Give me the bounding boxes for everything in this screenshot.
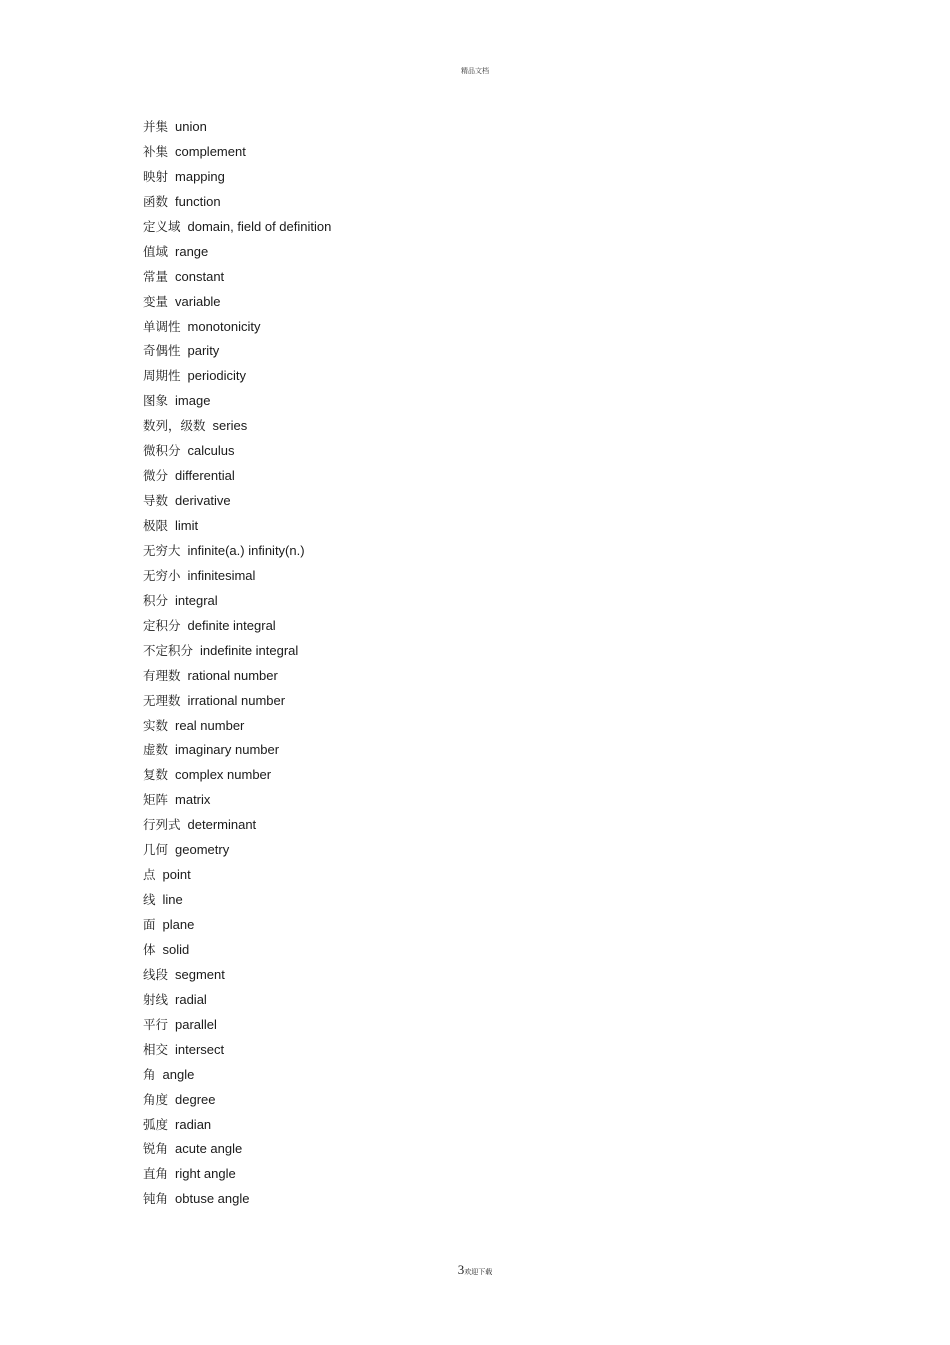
term-english: constant bbox=[175, 268, 225, 284]
term-english: complex number bbox=[175, 767, 272, 783]
term-english: irrational number bbox=[187, 692, 286, 708]
term-row bbox=[143, 1065, 331, 1090]
term-row bbox=[143, 192, 331, 217]
term-english: real number bbox=[175, 717, 245, 733]
term-chinese: 补集 bbox=[143, 143, 169, 159]
term-english: determinant bbox=[187, 817, 257, 833]
term-english: variable bbox=[175, 293, 221, 309]
term-english: domain, field of definition bbox=[187, 218, 332, 234]
term-chinese: 射线 bbox=[143, 991, 169, 1007]
term-chinese: 奇偶性 bbox=[143, 343, 181, 359]
term-english: mapping bbox=[175, 168, 225, 184]
term-row bbox=[143, 641, 331, 666]
term-chinese: 导数 bbox=[143, 493, 169, 509]
term-english: periodicity bbox=[187, 368, 247, 384]
term-row bbox=[143, 491, 331, 516]
term-row bbox=[143, 1015, 331, 1040]
term-chinese: 面 bbox=[143, 917, 156, 932]
footer-text: 欢迎下载 bbox=[464, 1268, 493, 1276]
term-row bbox=[143, 915, 331, 940]
term-row bbox=[143, 1090, 331, 1115]
term-row bbox=[143, 865, 331, 890]
term-chinese: 积分 bbox=[143, 592, 169, 608]
term-english: geometry bbox=[175, 842, 230, 858]
term-chinese: 直角 bbox=[143, 1166, 169, 1182]
term-english: point bbox=[162, 867, 191, 883]
term-english: radial bbox=[175, 991, 207, 1007]
term-row bbox=[143, 366, 331, 391]
term-chinese: 极限 bbox=[143, 518, 169, 533]
term-chinese: 无穷小 bbox=[143, 567, 181, 583]
term-chinese: 复数 bbox=[143, 767, 169, 783]
term-english: solid bbox=[162, 941, 190, 957]
term-list bbox=[143, 117, 331, 1214]
term-chinese: 数列，级数 bbox=[143, 418, 206, 434]
term-row bbox=[143, 441, 331, 466]
term-chinese: 并集 bbox=[143, 119, 169, 134]
term-chinese: 体 bbox=[143, 941, 156, 957]
term-chinese: 无穷大 bbox=[143, 542, 181, 558]
term-chinese: 微分 bbox=[143, 468, 169, 484]
term-row bbox=[143, 940, 331, 965]
term-chinese: 实数 bbox=[143, 717, 169, 733]
term-english: acute angle bbox=[175, 1141, 243, 1157]
term-chinese: 矩阵 bbox=[143, 792, 169, 808]
term-row bbox=[143, 990, 331, 1015]
term-chinese: 常量 bbox=[143, 268, 169, 284]
term-chinese: 变量 bbox=[143, 293, 169, 309]
term-row bbox=[143, 1164, 331, 1189]
term-english: infinitesimal bbox=[187, 567, 256, 583]
term-english: complement bbox=[175, 143, 246, 159]
term-chinese: 钝角 bbox=[143, 1191, 169, 1207]
term-chinese: 值域 bbox=[143, 243, 169, 259]
term-english: rational number bbox=[187, 667, 278, 683]
term-english: function bbox=[175, 193, 221, 209]
term-row bbox=[143, 516, 331, 541]
term-english: series bbox=[212, 418, 248, 434]
term-row bbox=[143, 267, 331, 292]
term-chinese: 有理数 bbox=[143, 667, 181, 683]
term-english: differential bbox=[175, 468, 235, 484]
term-row bbox=[143, 716, 331, 741]
term-row bbox=[143, 1040, 331, 1065]
term-row bbox=[143, 616, 331, 641]
term-row bbox=[143, 466, 331, 491]
term-chinese: 不定积分 bbox=[143, 642, 194, 658]
term-english: union bbox=[175, 119, 207, 134]
term-row bbox=[143, 142, 331, 167]
term-row bbox=[143, 341, 331, 366]
term-row bbox=[143, 167, 331, 192]
term-chinese: 线 bbox=[143, 892, 156, 908]
term-row bbox=[143, 317, 331, 342]
term-row bbox=[143, 890, 331, 915]
term-english: image bbox=[175, 393, 211, 409]
term-row bbox=[143, 416, 331, 441]
term-chinese: 微积分 bbox=[143, 443, 181, 459]
term-chinese: 图象 bbox=[143, 393, 169, 409]
term-row bbox=[143, 765, 331, 790]
term-chinese: 点 bbox=[143, 867, 156, 883]
term-chinese: 单调性 bbox=[143, 318, 181, 334]
term-english: imaginary number bbox=[175, 742, 280, 758]
term-row bbox=[143, 541, 331, 566]
term-row bbox=[143, 591, 331, 616]
term-chinese: 角度 bbox=[143, 1091, 169, 1107]
term-row bbox=[143, 666, 331, 691]
term-row bbox=[143, 1115, 331, 1140]
term-english: line bbox=[162, 892, 183, 908]
term-row bbox=[143, 292, 331, 317]
term-row bbox=[143, 691, 331, 716]
term-row bbox=[143, 790, 331, 815]
term-english: monotonicity bbox=[187, 318, 261, 334]
term-chinese: 无理数 bbox=[143, 692, 181, 708]
term-row bbox=[143, 391, 331, 416]
term-chinese: 弧度 bbox=[143, 1116, 169, 1132]
term-english: degree bbox=[175, 1091, 216, 1107]
term-chinese: 平行 bbox=[143, 1016, 169, 1032]
term-english: angle bbox=[162, 1066, 195, 1082]
term-english: range bbox=[175, 243, 209, 259]
term-chinese: 相交 bbox=[143, 1041, 169, 1057]
term-row bbox=[143, 1189, 331, 1214]
term-chinese: 虚数 bbox=[143, 742, 169, 758]
term-english: calculus bbox=[187, 443, 235, 459]
term-chinese: 线段 bbox=[143, 966, 169, 982]
term-english: integral bbox=[175, 592, 218, 608]
term-row bbox=[143, 217, 331, 242]
term-row bbox=[143, 840, 331, 865]
term-chinese: 几何 bbox=[143, 842, 169, 858]
term-english: intersect bbox=[175, 1041, 225, 1057]
term-row bbox=[143, 242, 331, 267]
term-english: limit bbox=[175, 518, 199, 533]
term-english: radian bbox=[175, 1116, 212, 1132]
term-chinese: 周期性 bbox=[143, 368, 181, 384]
term-chinese: 行列式 bbox=[143, 817, 181, 833]
term-english: infinite(a.) infinity(n.) bbox=[187, 542, 305, 558]
term-chinese: 映射 bbox=[143, 168, 169, 184]
term-chinese: 定义域 bbox=[143, 218, 181, 234]
term-row bbox=[143, 965, 331, 990]
page-header: 精品文档 bbox=[461, 67, 489, 75]
term-row bbox=[143, 566, 331, 591]
term-chinese: 锐角 bbox=[143, 1141, 169, 1157]
term-english: indefinite integral bbox=[200, 642, 299, 658]
term-row bbox=[143, 117, 331, 142]
term-row bbox=[143, 815, 331, 840]
term-english: derivative bbox=[175, 493, 231, 509]
term-english: parity bbox=[187, 343, 220, 359]
term-english: parallel bbox=[175, 1016, 217, 1032]
term-english: obtuse angle bbox=[175, 1191, 250, 1207]
term-english: definite integral bbox=[187, 617, 276, 633]
term-chinese: 函数 bbox=[143, 193, 169, 209]
term-english: plane bbox=[162, 917, 195, 932]
term-english: segment bbox=[175, 966, 225, 982]
term-row bbox=[143, 740, 331, 765]
term-english: matrix bbox=[175, 792, 211, 808]
page-footer bbox=[0, 1259, 950, 1278]
page-number: 3 bbox=[457, 1262, 465, 1277]
term-row bbox=[143, 1139, 331, 1164]
term-english: right angle bbox=[175, 1166, 236, 1182]
term-chinese: 角 bbox=[143, 1066, 156, 1082]
term-chinese: 定积分 bbox=[143, 617, 181, 633]
